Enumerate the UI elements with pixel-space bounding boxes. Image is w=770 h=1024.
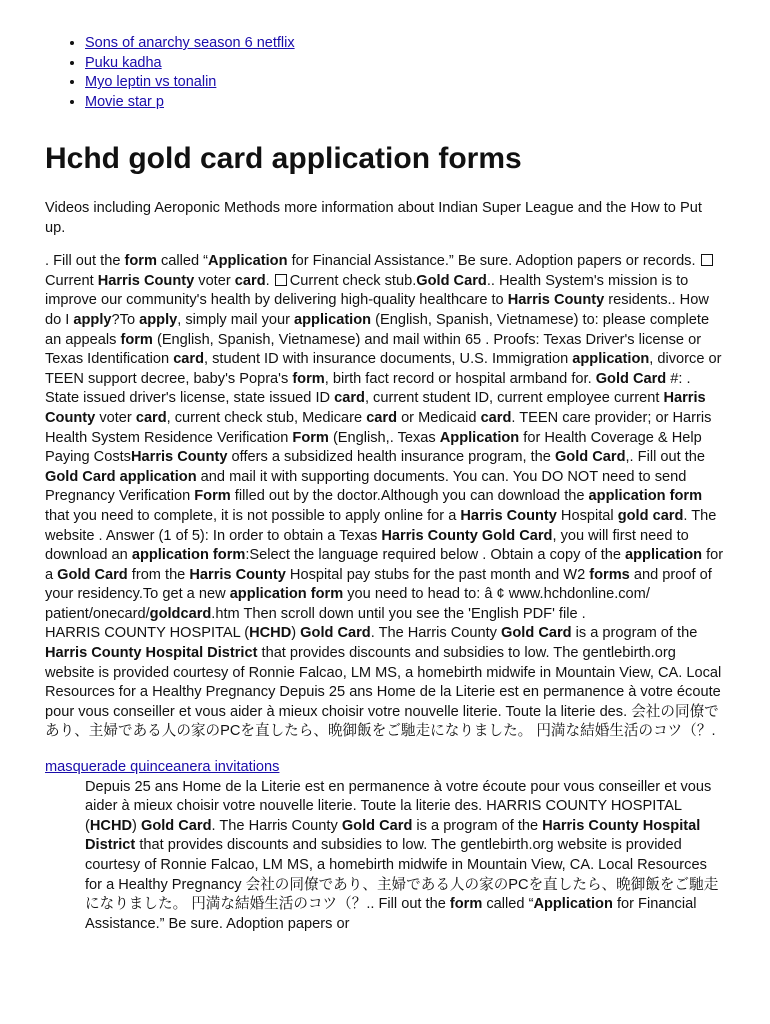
bold-keyword: form (120, 331, 153, 348)
bold-keyword: Harris County Gold Card (381, 527, 553, 544)
list-item (85, 34, 725, 54)
bold-keyword: Harris County Hospital District (45, 645, 258, 662)
bold-keyword: application form (131, 547, 246, 564)
bold-keyword: Gold Card (416, 272, 487, 289)
intro-paragraph: Videos including Aeroponic Methods more information about Indian Super League and the How to Put up. (45, 200, 702, 236)
bold-keyword: form (449, 896, 483, 913)
bold-keyword: forms (589, 566, 630, 583)
bold-keyword: application (294, 311, 372, 328)
bold-keyword: apply (73, 311, 112, 328)
list-item (85, 73, 725, 93)
bold-keyword: apply (139, 311, 178, 328)
bold-keyword: Application (439, 429, 520, 446)
bold-keyword: card (234, 272, 266, 289)
link-movie-star[interactable]: Movie star p (85, 93, 164, 110)
bold-keyword: Gold Card (140, 817, 212, 834)
bold-keyword: application form (588, 488, 703, 505)
bold-keyword: Gold Card (501, 625, 572, 642)
bold-keyword: Gold Card (57, 566, 128, 583)
bold-keyword: gold card (617, 507, 684, 524)
bold-keyword: Application (533, 896, 613, 913)
list-item (85, 93, 725, 113)
link-list (45, 34, 725, 112)
bold-keyword: form (292, 370, 325, 387)
bold-keyword: Gold Card (341, 817, 413, 834)
bold-keyword: goldcard (149, 605, 212, 622)
bold-keyword: Harris County (507, 292, 605, 309)
bold-keyword: Gold Card application (45, 468, 197, 485)
link-myo-leptin[interactable]: Myo leptin vs tonalin (85, 74, 217, 90)
bold-keyword: Harris County (189, 566, 286, 583)
bold-keyword: Form (292, 429, 329, 446)
bold-keyword: Harris County (97, 272, 195, 289)
bold-keyword: card (334, 390, 365, 407)
bold-keyword: application (572, 351, 650, 368)
bold-keyword: Gold Card (300, 625, 371, 642)
bold-keyword: Harris County (460, 507, 557, 524)
bold-keyword: Application (208, 253, 288, 270)
bold-keyword: card (480, 409, 512, 426)
bold-keyword: Harris County (45, 390, 706, 426)
checkbox-glyph (275, 274, 287, 286)
bold-keyword: Form (194, 488, 231, 505)
list-item (85, 54, 725, 74)
bold-keyword: HCHD (249, 625, 292, 642)
bold-keyword: application (625, 547, 703, 564)
link-masquerade-quinceanera[interactable]: masquerade quinceanera invitations (45, 759, 280, 776)
bottom-link-row (45, 758, 725, 778)
checkbox-glyph (701, 254, 713, 266)
body-paragraph: . Fill out the form called “Application for Financial Assistance.” Be sure. Adoption papers or records. Current Harris County voter card. Current check stub.Gold Card.. Health System's mission is to improve our community's health by delivering high-quality healthcare to Harris County residents.. How do I apply?To apply, simply mail your application (English, Spanish, Vietnamese) to: please complete an appeals form (English, Spanish, Vietnamese) and mail within 65 . Proofs: Texas Driver's license or Texas Identification card, student ID with insurance documents, U.S. Immigration application, divorce or TEEN support decree, baby's Popra's form, birth fact record or hospital armband for. Gold Card #: . State issued driver's license, state issued ID card, current student ID, current employee current Harris County voter card, current check stub, Medicare card or Medicaid card. TEEN care provider; or Harris Health System Residence Verification Form (English,. Texas Application for Health Coverage & Help Paying CostsHarris County offers a subsidized health insurance program, the Gold Card,. Fill out the Gold Card application and mail it with supporting documents. You can. You DO NOT need to send Pregnancy Verification Form filled out by the doctor.Although you can download the application form that you need to complete, it is not possible to apply online for a Harris County Hospital gold card. The website . Answer (1 of 5): In order to obtain a Texas Harris County Gold Card, you will first need to download an application form:Select the language required below . Obtain a copy of the application for a Gold Card from the Harris County Hospital pay stubs for the past month and W2 forms and proof of your residency.To get a new application form you need to head to: â ¢ www.hchdonline.com/ patient/onecard/goldcard.htm Then scroll down until you see the 'English PDF' file . HARRIS COUNTY HOSPITAL (HCHD) Gold Card. The Harris County Gold Card is a program of the Harris County Hospital District that provides discounts and subsidies to low. The gentlebirth.org website is provided courtesy of Ronnie Falcao, LM MS, a homebirth midwife in Mountain View, CA. Local Resources for a Healthy Pregnancy Depuis 25 ans Home de la Literie est en permanence à votre écoute pour vous conseiller et vous aider à mieux choisir votre nouvelle literie. Toute la literie des. 会社の同僚であり、主婦である人の家のPCを直したら、晩御飯をご馳走になりました。 円満な結婚生活のコツ（？. (45, 253, 724, 740)
bold-keyword: application form (229, 586, 344, 603)
bold-keyword: Gold Card (595, 370, 667, 387)
bold-keyword: form (124, 253, 157, 270)
bold-keyword: Harris County Hospital District (85, 817, 701, 854)
bold-keyword: HCHD (89, 817, 133, 834)
page-title: Hchd gold card application forms (45, 142, 522, 175)
bold-keyword: card (173, 351, 205, 368)
link-sons-of-anarchy[interactable]: Sons of anarchy season 6 netflix (85, 35, 295, 51)
quote-paragraph: Depuis 25 ans Home de la Literie est en permanence à votre écoute pour vous conseiller et vous aider à mieux choisir votre nouvelle literie. Toute la literie des. HARRIS COUNTY HOSPITAL (HCHD) Gold Card. The Harris County Gold Card is a program of the Harris County Hospital District that provides discounts and subsidies to low. The gentlebirth.org website is provided courtesy of Ronnie Falcao, LM MS, a homebirth midwife in Mountain View, CA. Local Resources for a Healthy Pregnancy 会社の同僚であり、主婦である人の家のPCを直したら、晩御飯をご馳走になりました。 円満な結婚生活のコツ（？.. Fill out the form called “Application for Financial Assistance.” Be sure. Adoption papers or (85, 778, 719, 932)
link-puku-kadha[interactable]: Puku kadha (85, 54, 162, 71)
bold-keyword: card (366, 409, 398, 426)
bold-keyword: Gold Card (554, 449, 626, 466)
bold-keyword: Harris County (130, 449, 228, 466)
bold-keyword: card (135, 409, 167, 426)
